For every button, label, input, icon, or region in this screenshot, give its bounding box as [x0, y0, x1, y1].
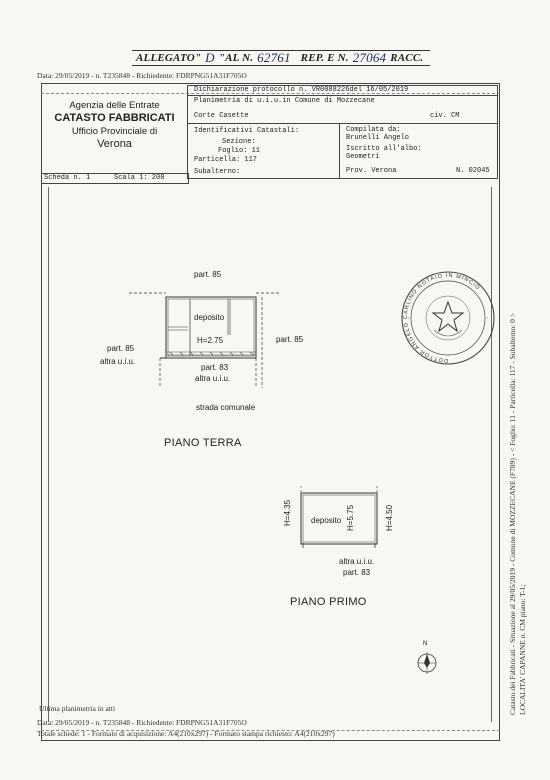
footer-totale: Totale schede: 1 - Formato di acquisizione: A4(210x297) - Formato stampa richiesto: A4(210x297) — [37, 729, 335, 738]
seal-ring-text: DOTTOR ANGELO CARLINO NOTAIO IN MINCIO — [402, 272, 482, 364]
notary-seal-icon — [402, 272, 494, 364]
agency-name: Agenzia delle Entrate — [69, 100, 160, 111]
top-data-line: Data: 29/05/2019 - n. T235848 - Richiedente: FDRPNG51A31F705O — [37, 71, 247, 80]
prov-value: Prov. Verona — [346, 167, 397, 175]
allegato-label: ALLEGATO" — [136, 52, 202, 64]
civ-text: civ. CM — [430, 112, 460, 120]
north-arrow-icon — [418, 652, 436, 674]
subalterno-label: Subalterno: — [194, 168, 241, 176]
rep-value: 27064 — [352, 50, 387, 65]
label-h450: H=4.50 — [385, 504, 394, 531]
ground-floor-outline — [166, 297, 256, 358]
albo-value: Geometri — [346, 153, 380, 161]
scala-value: Scala 1: 200 — [114, 174, 165, 182]
footer-ultima: Ultima planimetria in atti — [39, 704, 116, 713]
particella-value: Particella: 117 — [194, 156, 258, 164]
protocol-text: Dichiarazione protocollo n. VR0088226del 16/05/2019 — [194, 86, 409, 94]
north-label: N — [423, 641, 428, 647]
footer-data-line: Data: 29/05/2019 - n. T235848 - Richiedente: FDRPNG51A31F705O — [37, 718, 247, 727]
planimetria-text: Planimetria di u.i.u.in Comune di Mozzecane — [194, 97, 375, 105]
sezione-label: Sezione: — [222, 138, 256, 146]
side-line-2: LOCALITA' CAPANNE n. CM piano: T-1; — [518, 584, 527, 715]
label-part85-right: part. 85 — [276, 335, 304, 344]
agency-city: Verona — [97, 138, 132, 150]
compilatore-name: Brunelli Angelo — [346, 134, 410, 142]
label-part83-first: part. 83 — [343, 568, 371, 577]
label-deposito-ground: deposito — [194, 313, 225, 322]
label-h-ground: H=2.75 — [197, 336, 224, 345]
side-rotated-text — [508, 313, 528, 715]
label-part85-left: part. 85 — [107, 344, 135, 353]
albo-number: N. 02045 — [456, 167, 490, 175]
title-piano-primo: PIANO PRIMO — [290, 596, 367, 608]
iscritto-label: Iscritto all'albo: — [346, 145, 422, 153]
racc-label: RACC. — [390, 52, 424, 64]
scheda-number: Scheda n. 1 — [44, 174, 91, 182]
label-altra-uiu-first: altra u.i.u. — [339, 557, 375, 566]
agency-ufficio: Ufficio Provinciale di — [71, 126, 158, 137]
side-line-1: Catasto dei Fabbricati - Situazione al 29/05/2019 - Comune di MOZZECANE (F789) - < Foglio: 11 - Particella: 117 - Subalterno: 0 > — [508, 312, 517, 715]
foglio-value: Foglio: 11 — [218, 147, 261, 155]
label-strada-comunale: strada comunale — [196, 403, 256, 412]
label-h575: H=5.75 — [346, 504, 355, 531]
label-altra-uiu-ground: altra u.i.u. — [195, 374, 231, 383]
compilata-label: Compilata da: — [346, 126, 401, 134]
title-piano-terra: PIANO TERRA — [164, 437, 242, 449]
al-n-label: "AL N. — [218, 52, 254, 64]
address-text: Corte Casette — [194, 112, 249, 120]
al-n-value: 62761 — [257, 50, 291, 65]
agency-catasto: CATASTO FABBRICATI — [54, 112, 175, 124]
label-h435: H=4.35 — [283, 499, 292, 526]
label-part83-ground: part. 83 — [201, 363, 229, 372]
label-altra-uiu-left: altra u.i.u. — [100, 357, 136, 366]
allegato-letter: D — [205, 50, 215, 65]
label-deposito-first: deposito — [311, 516, 342, 525]
rep-label: REP. E N. — [300, 52, 349, 64]
identificativi-label: Identificativi Catastali: — [194, 127, 300, 135]
label-part85-top: part. 85 — [194, 270, 222, 279]
